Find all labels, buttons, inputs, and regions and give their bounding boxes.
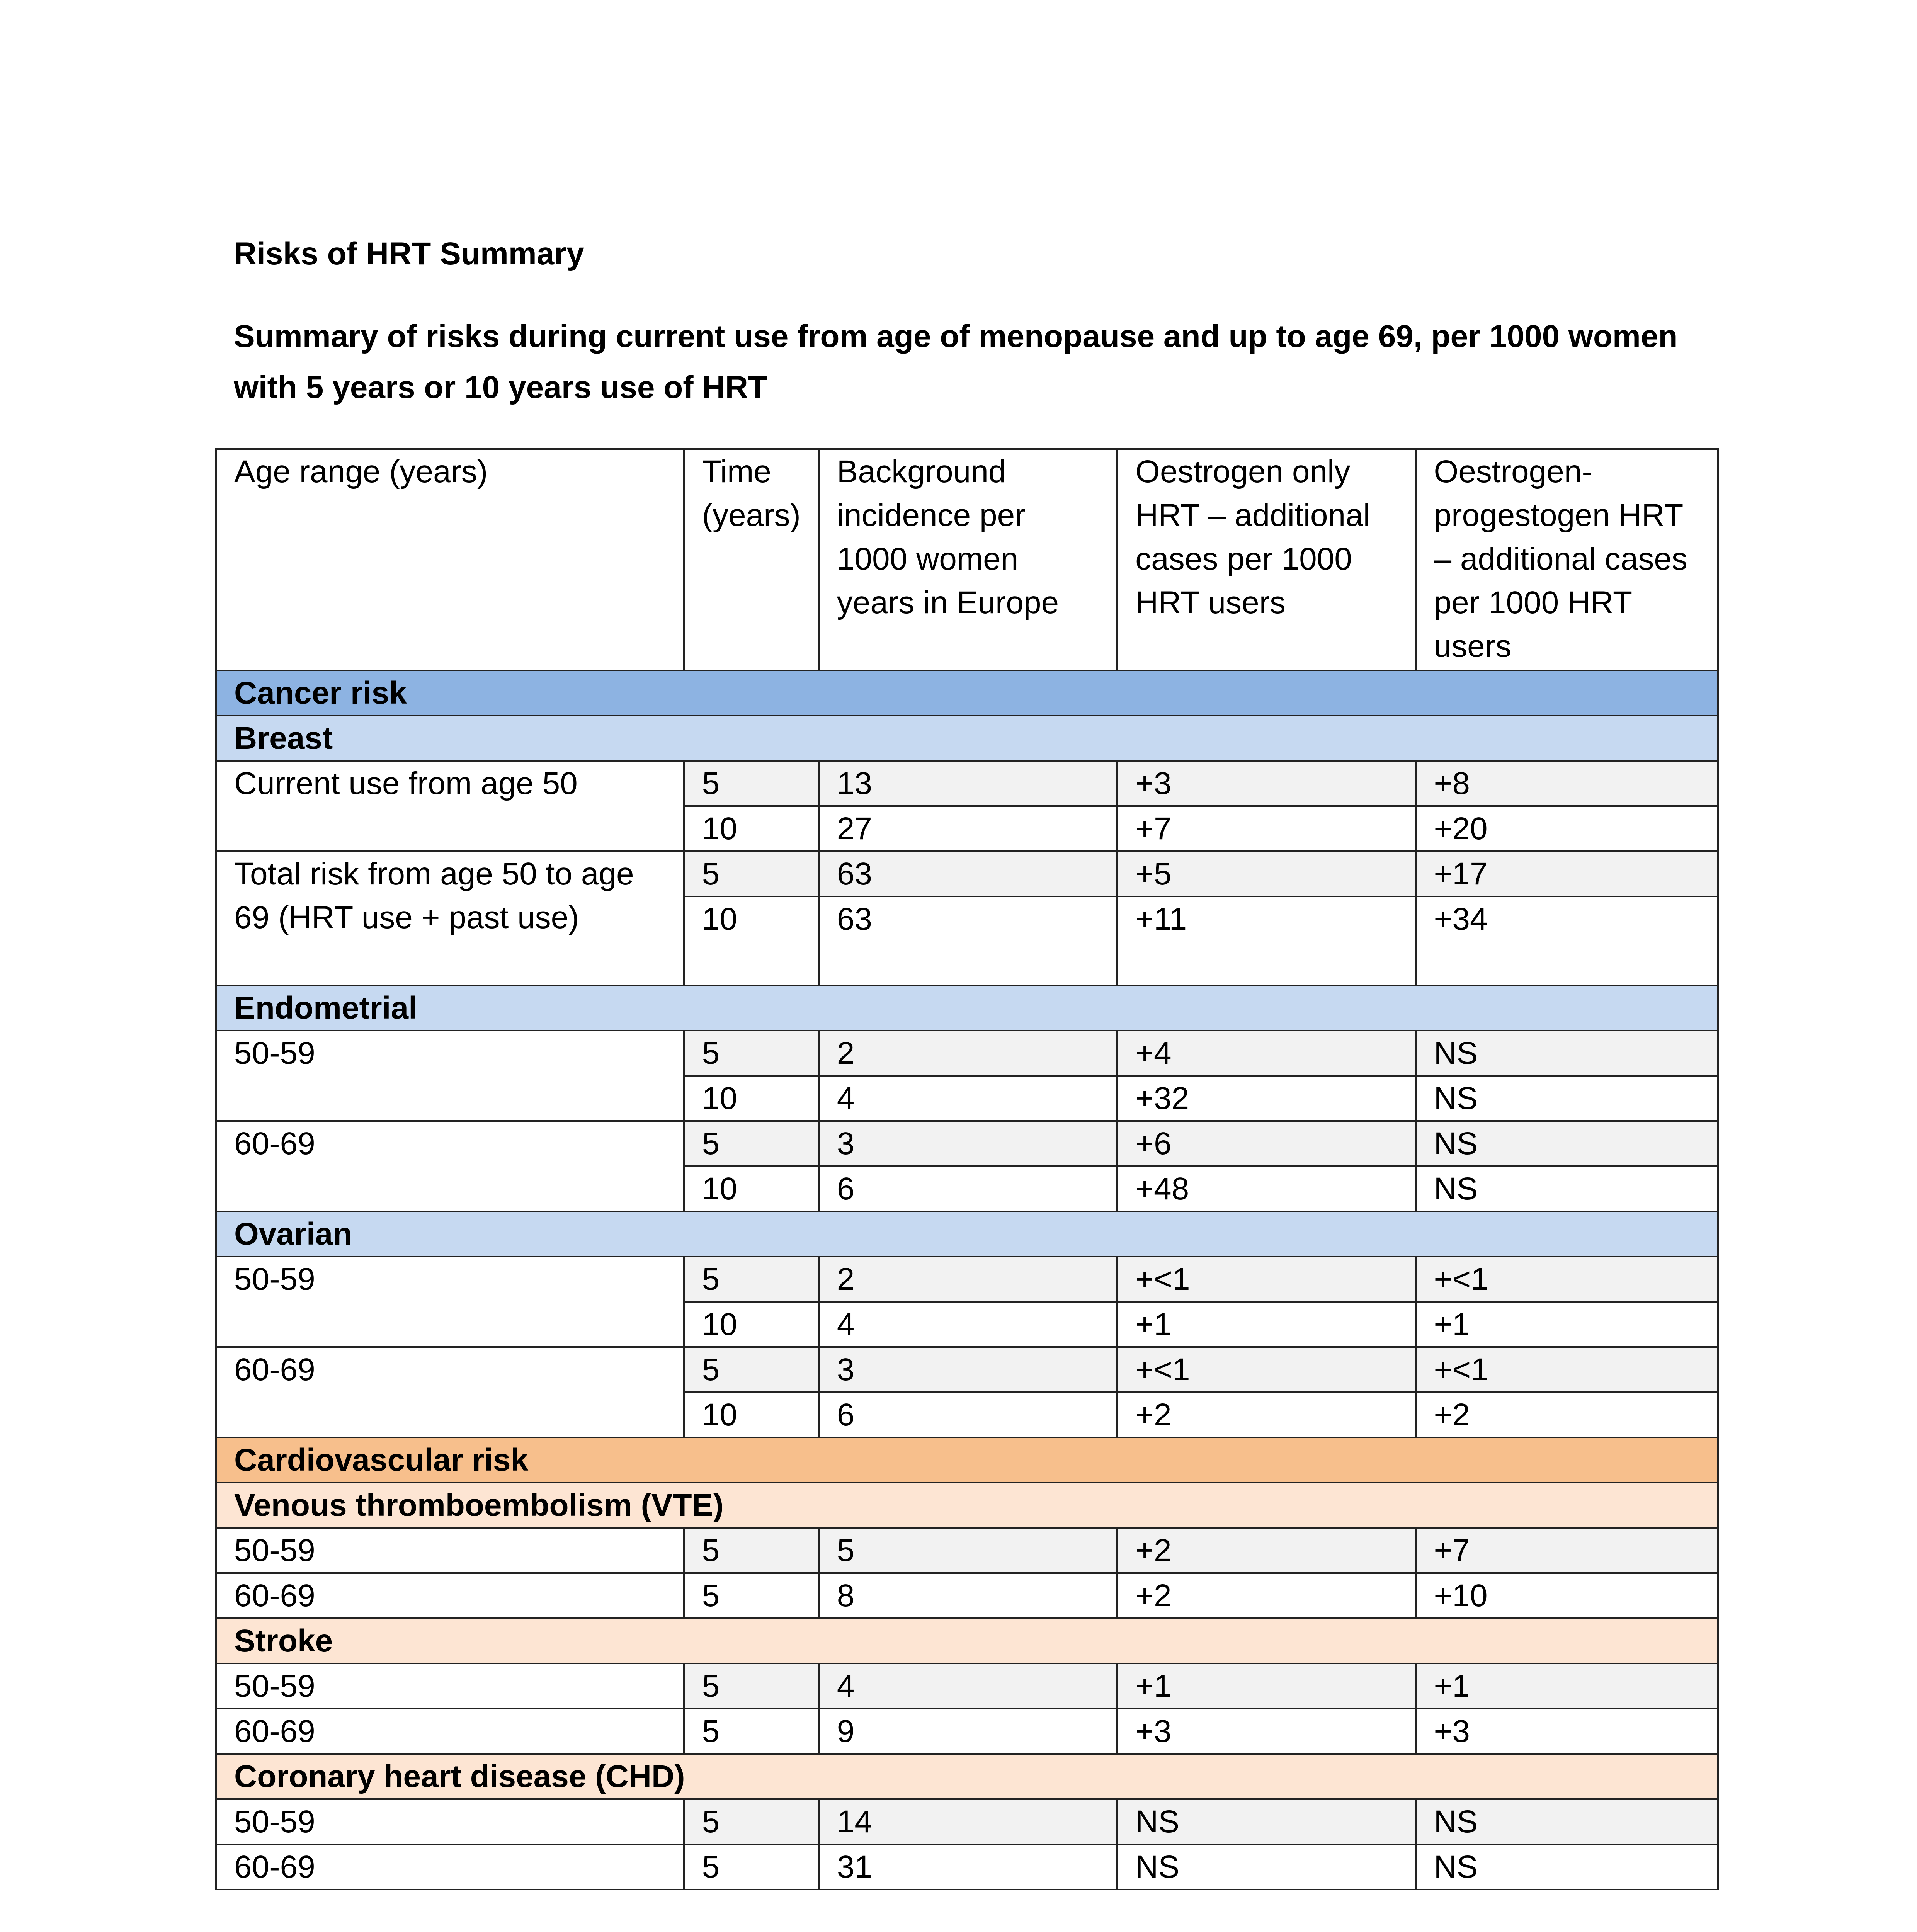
- combined-hrt-cell: +<1: [1416, 1257, 1718, 1302]
- background-cell: 27: [819, 806, 1117, 851]
- header-oestrogen-progestogen: Oestrogen-progestogen HRT – additional cases per 1000 HRT users: [1416, 449, 1718, 670]
- subsection-endometrial: [216, 985, 1718, 1031]
- row-label: 50-59: [216, 1031, 684, 1121]
- subsection-stroke: [216, 1618, 1718, 1663]
- table-row: [216, 1528, 1718, 1573]
- combined-hrt-cell: +17: [1416, 851, 1718, 896]
- time-cell: 10: [684, 1302, 819, 1347]
- table-row: [216, 1347, 1718, 1392]
- background-cell: 63: [819, 851, 1117, 896]
- table-row: [216, 1799, 1718, 1844]
- table-row: [216, 1121, 1718, 1166]
- oestrogen-only-cell: +2: [1117, 1528, 1415, 1573]
- table-row: [216, 1844, 1718, 1889]
- combined-hrt-cell: +34: [1416, 896, 1718, 985]
- time-cell: 5: [684, 1347, 819, 1392]
- row-label: 60-69: [216, 1844, 684, 1889]
- background-cell: 6: [819, 1166, 1117, 1211]
- background-cell: 2: [819, 1031, 1117, 1076]
- table-row: [216, 1573, 1718, 1618]
- oestrogen-only-cell: +4: [1117, 1031, 1415, 1076]
- section-cancer-risk: [216, 670, 1718, 716]
- background-cell: 9: [819, 1709, 1117, 1754]
- oestrogen-only-cell: +3: [1117, 1709, 1415, 1754]
- time-cell: 5: [684, 1257, 819, 1302]
- oestrogen-only-cell: +3: [1117, 761, 1415, 806]
- time-cell: 5: [684, 1528, 819, 1573]
- row-label: 60-69: [216, 1573, 684, 1618]
- subsection-label: Ovarian: [216, 1211, 1718, 1257]
- time-cell: 10: [684, 806, 819, 851]
- subsection-label: Endometrial: [216, 985, 1718, 1031]
- combined-hrt-cell: +1: [1416, 1302, 1718, 1347]
- row-label: 60-69: [216, 1347, 684, 1437]
- time-cell: 5: [684, 1573, 819, 1618]
- header-background-incidence: Background incidence per 1000 women years in Europe: [819, 449, 1117, 670]
- table-row: [216, 1663, 1718, 1709]
- background-cell: 14: [819, 1799, 1117, 1844]
- background-cell: 3: [819, 1347, 1117, 1392]
- background-cell: 3: [819, 1121, 1117, 1166]
- combined-hrt-cell: +2: [1416, 1392, 1718, 1437]
- combined-hrt-cell: NS: [1416, 1844, 1718, 1889]
- oestrogen-only-cell: +6: [1117, 1121, 1415, 1166]
- row-label: 50-59: [216, 1799, 684, 1844]
- header-time: Time (years): [684, 449, 819, 670]
- combined-hrt-cell: +7: [1416, 1528, 1718, 1573]
- document-subtitle: Summary of risks during current use from age of menopause and up to age 69, per 1000 women with 5 years or 10 years use of HRT: [234, 319, 1678, 405]
- oestrogen-only-cell: +7: [1117, 806, 1415, 851]
- oestrogen-only-cell: +48: [1117, 1166, 1415, 1211]
- background-cell: 31: [819, 1844, 1117, 1889]
- time-cell: 5: [684, 1844, 819, 1889]
- row-label: 60-69: [216, 1121, 684, 1211]
- header-oestrogen-only: Oestrogen only HRT – additional cases per 1000 HRT users: [1117, 449, 1415, 670]
- section-cardiovascular-risk: [216, 1437, 1718, 1483]
- time-cell: 10: [684, 896, 819, 985]
- combined-hrt-cell: +10: [1416, 1573, 1718, 1618]
- time-cell: 5: [684, 1121, 819, 1166]
- table-row: [216, 761, 1718, 806]
- combined-hrt-cell: +1: [1416, 1663, 1718, 1709]
- oestrogen-only-cell: +2: [1117, 1392, 1415, 1437]
- combined-hrt-cell: +<1: [1416, 1347, 1718, 1392]
- time-cell: 10: [684, 1166, 819, 1211]
- subsection-label: Breast: [216, 716, 1718, 761]
- section-label: Cardiovascular risk: [216, 1437, 1718, 1483]
- subsection-ovarian: [216, 1211, 1718, 1257]
- row-label: 50-59: [216, 1663, 684, 1709]
- subsection-breast: [216, 716, 1718, 761]
- table-row: [216, 851, 1718, 896]
- background-cell: 6: [819, 1392, 1117, 1437]
- subsection-label: Venous thromboembolism (VTE): [216, 1483, 1718, 1528]
- row-label: 50-59: [216, 1257, 684, 1347]
- oestrogen-only-cell: +<1: [1117, 1257, 1415, 1302]
- combined-hrt-cell: NS: [1416, 1031, 1718, 1076]
- row-label: 60-69: [216, 1709, 684, 1754]
- oestrogen-only-cell: +1: [1117, 1663, 1415, 1709]
- table-row: [216, 1031, 1718, 1076]
- row-label: 50-59: [216, 1528, 684, 1573]
- time-cell: 5: [684, 1663, 819, 1709]
- background-cell: 4: [819, 1076, 1117, 1121]
- time-cell: 5: [684, 1031, 819, 1076]
- row-label: Current use from age 50: [216, 761, 684, 851]
- subsection-chd: [216, 1754, 1718, 1799]
- background-cell: 5: [819, 1528, 1117, 1573]
- time-cell: 5: [684, 761, 819, 806]
- background-cell: 4: [819, 1302, 1117, 1347]
- subsection-label: Stroke: [216, 1618, 1718, 1663]
- subsection-label: Coronary heart disease (CHD): [216, 1754, 1718, 1799]
- background-cell: 2: [819, 1257, 1117, 1302]
- section-label: Cancer risk: [216, 670, 1718, 716]
- table-header-row: [216, 449, 1718, 670]
- oestrogen-only-cell: +2: [1117, 1573, 1415, 1618]
- background-cell: 13: [819, 761, 1117, 806]
- combined-hrt-cell: NS: [1416, 1121, 1718, 1166]
- combined-hrt-cell: NS: [1416, 1799, 1718, 1844]
- header-age-range: Age range (years): [216, 449, 684, 670]
- oestrogen-only-cell: +11: [1117, 896, 1415, 985]
- oestrogen-only-cell: +<1: [1117, 1347, 1415, 1392]
- row-label: Total risk from age 50 to age 69 (HRT use + past use): [216, 851, 684, 985]
- background-cell: 8: [819, 1573, 1117, 1618]
- oestrogen-only-cell: +5: [1117, 851, 1415, 896]
- document-title: Risks of HRT Summary: [234, 236, 584, 271]
- oestrogen-only-cell: NS: [1117, 1799, 1415, 1844]
- oestrogen-only-cell: NS: [1117, 1844, 1415, 1889]
- combined-hrt-cell: NS: [1416, 1076, 1718, 1121]
- oestrogen-only-cell: +1: [1117, 1302, 1415, 1347]
- combined-hrt-cell: +20: [1416, 806, 1718, 851]
- time-cell: 10: [684, 1076, 819, 1121]
- combined-hrt-cell: NS: [1416, 1166, 1718, 1211]
- combined-hrt-cell: +3: [1416, 1709, 1718, 1754]
- background-cell: 4: [819, 1663, 1117, 1709]
- combined-hrt-cell: +8: [1416, 761, 1718, 806]
- time-cell: 5: [684, 1709, 819, 1754]
- time-cell: 10: [684, 1392, 819, 1437]
- subsection-vte: [216, 1483, 1718, 1528]
- time-cell: 5: [684, 851, 819, 896]
- table-row: [216, 1257, 1718, 1302]
- background-cell: 63: [819, 896, 1117, 985]
- table-row: [216, 1709, 1718, 1754]
- time-cell: 5: [684, 1799, 819, 1844]
- risk-table: [215, 448, 1719, 1890]
- oestrogen-only-cell: +32: [1117, 1076, 1415, 1121]
